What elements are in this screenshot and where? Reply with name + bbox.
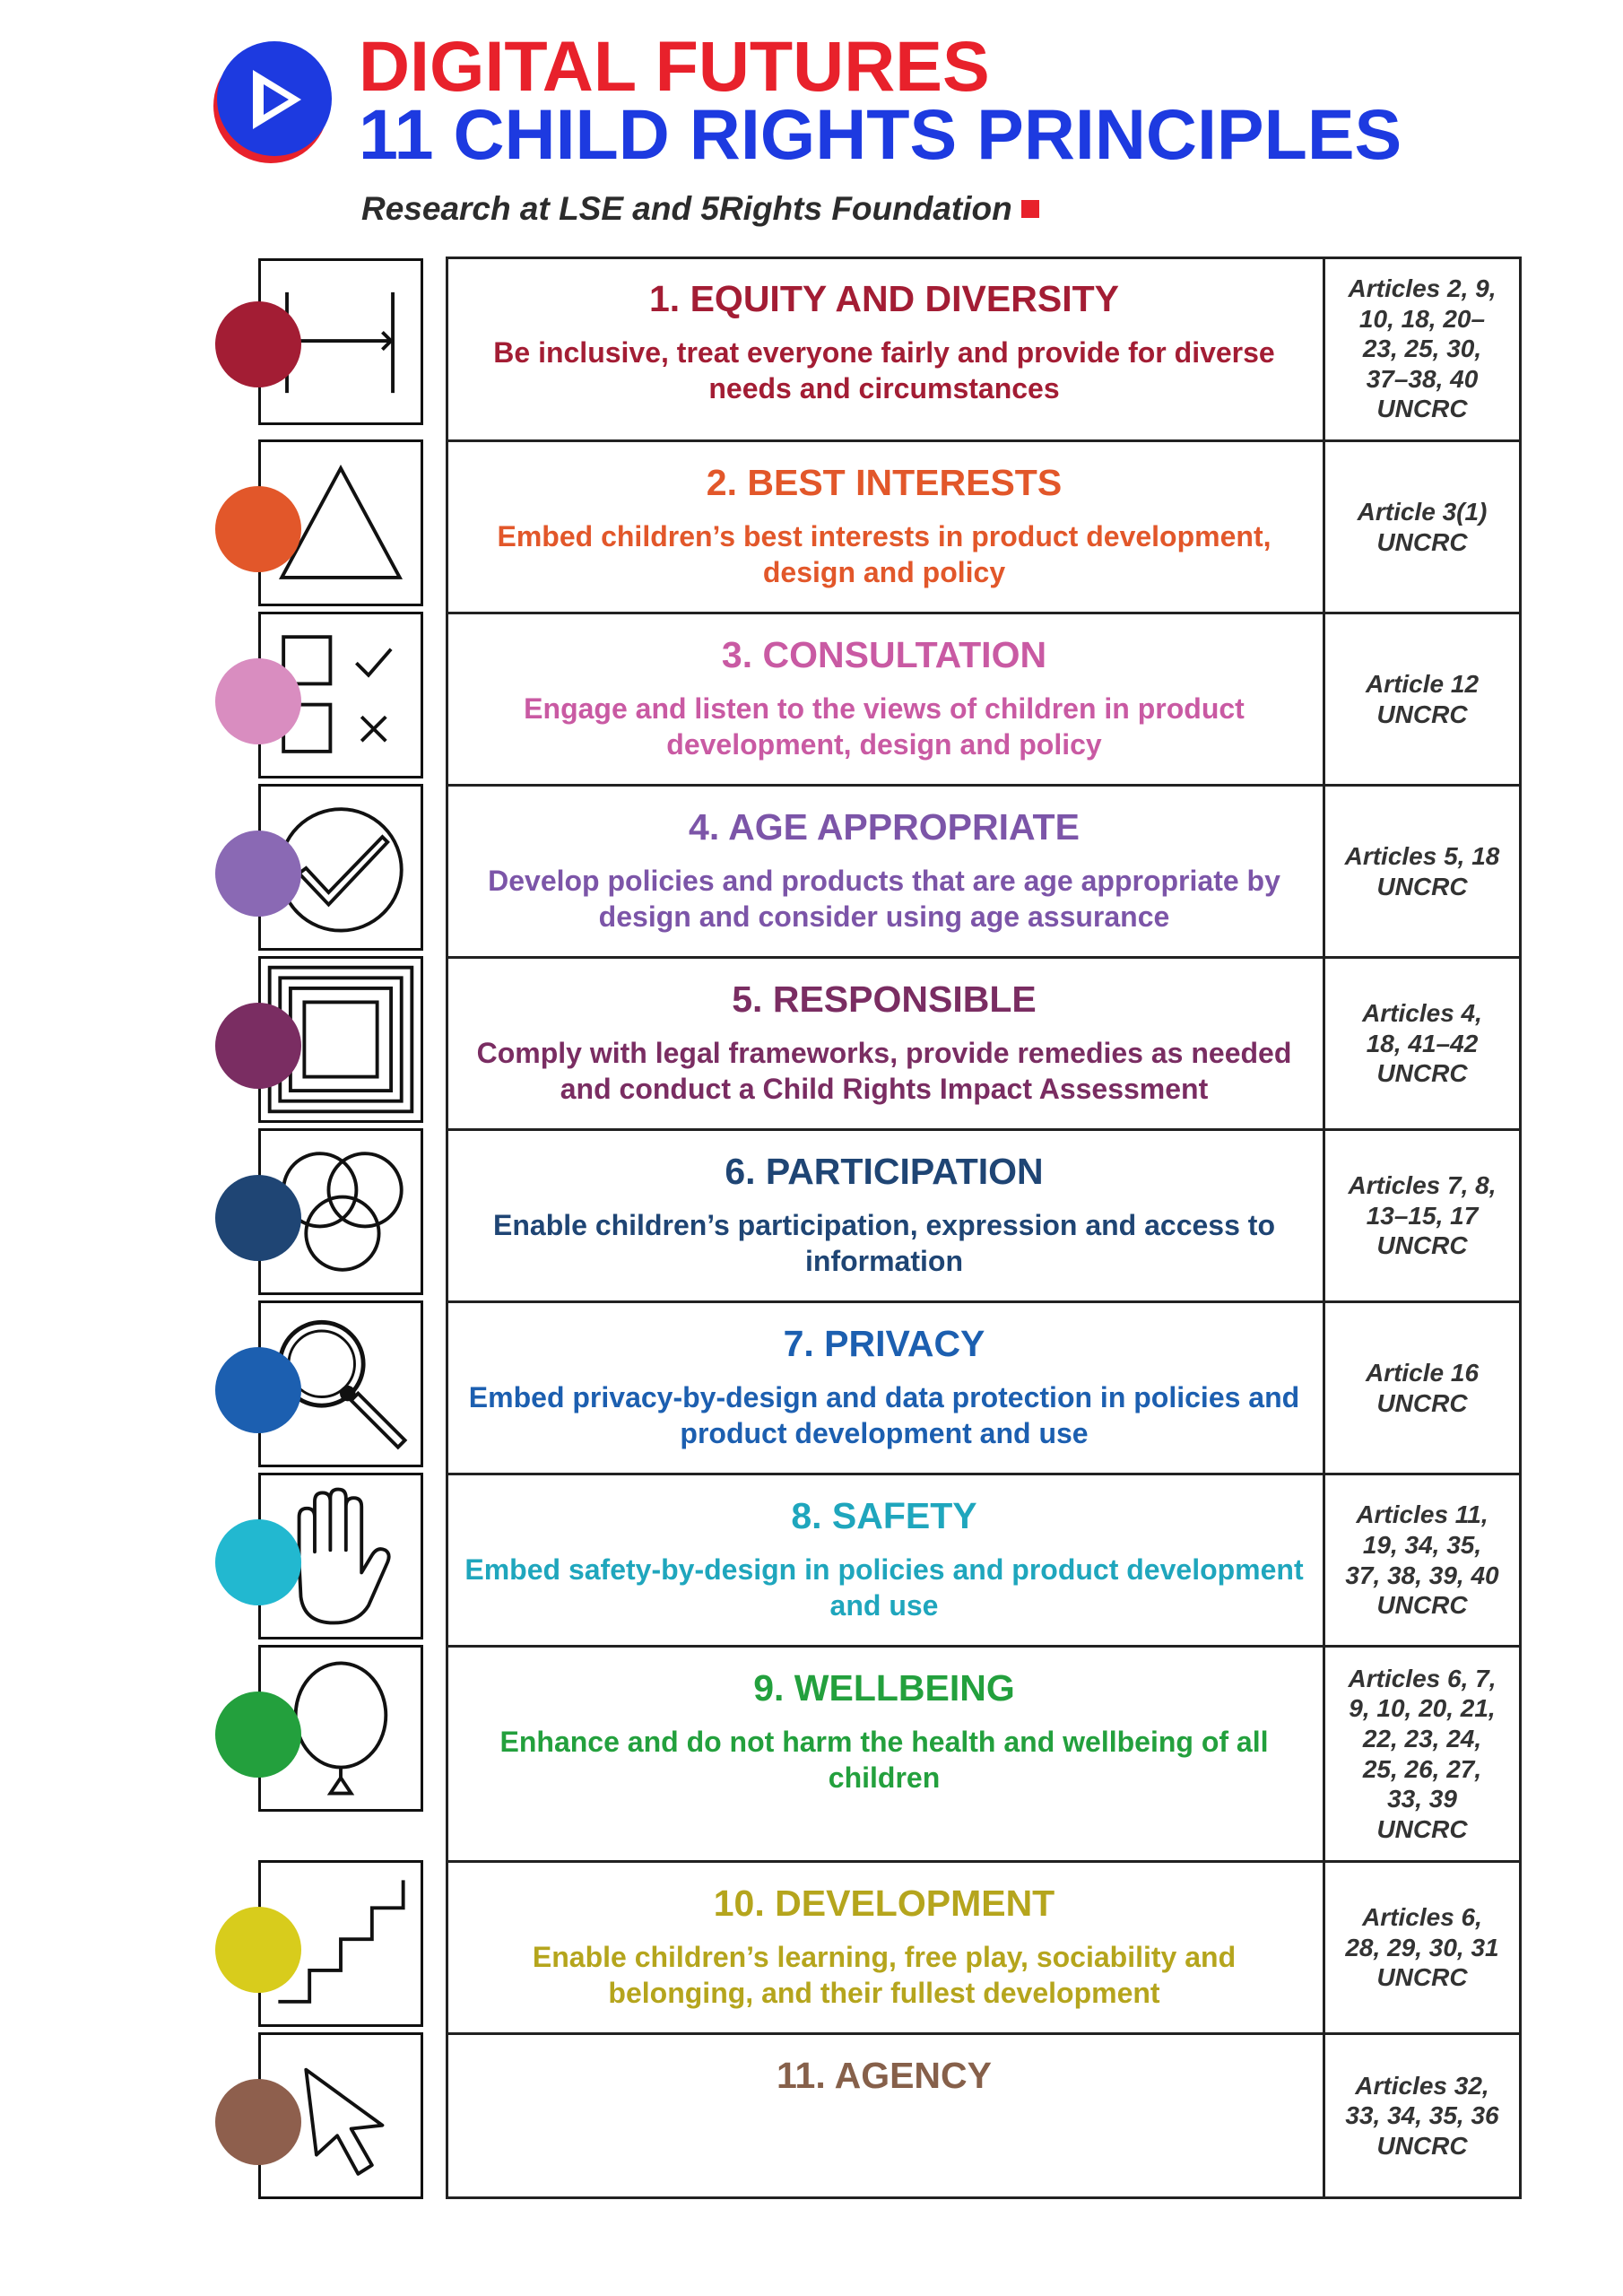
table-row [446,1131,1522,1300]
articles-text: Articles 7, 8, 13–15, 17 UNCRC [1348,1171,1497,1260]
table-row [446,1648,1522,1860]
principle-description: Embed children’s best interests in product development, design and policy [497,520,1271,589]
dot-wellbeing [215,1692,301,1778]
table-row [446,2035,1522,2196]
articles-text: Article 16 UNCRC [1365,1358,1480,1417]
articles-cell [1325,1303,1519,1473]
articles-text: Articles 4, 18, 41–42 UNCRC [1362,999,1482,1088]
principle-title: 3. CONSULTATION [721,634,1047,675]
principle-title: 9. WELLBEING [753,1667,1015,1709]
table-row [446,1863,1522,2032]
dot-responsible [215,1003,301,1089]
dot-privacy [215,1347,301,1433]
principle-title: 10. DEVELOPMENT [713,1883,1055,1924]
articles-text: Articles 11, 19, 34, 35, 37, 38, 39, 40 UNCRC [1345,1500,1499,1620]
principle-title: 7. PRIVACY [783,1323,985,1364]
articles-text: Articles 6, 7, 9, 10, 20, 21, 22, 23, 24, 25, 26, 27, 33, 39 UNCRC [1348,1664,1497,1843]
principle-cell [446,2035,1323,2196]
principle-description: Embed safety-by-design in policies and product development and use [464,1553,1304,1622]
articles-cell [1325,2035,1519,2196]
table-row [446,258,1522,439]
table-row [446,787,1522,956]
dot-best-interests [215,486,301,572]
principle-description: Be inclusive, treat everyone fairly and provide for diverse needs and circumstances [493,336,1275,405]
dot-safety [215,1519,301,1605]
brand-title: DIGITAL FUTURES [359,26,990,106]
dot-equity [215,301,301,387]
table-row [446,442,1522,612]
table-row [446,1475,1522,1645]
principle-cell [446,614,1323,784]
page-title: 11 CHILD RIGHTS PRINCIPLES [359,94,1402,174]
principle-cell [446,1131,1323,1300]
articles-cell [1325,1131,1519,1300]
play-button-icon [212,39,334,165]
articles-cell [1325,1475,1519,1645]
principle-title: 11. AGENCY [776,2055,992,2096]
principle-description: Engage and listen to the views of children in product development, design and policy [524,692,1245,761]
articles-cell [1325,1863,1519,2032]
page-subtitle [361,190,1039,228]
table-row [446,959,1522,1128]
articles-text: Articles 32, 33, 34, 35, 36 UNCRC [1345,2071,1499,2160]
table-row [446,1303,1522,1473]
subtitle-text: Research at LSE and 5Rights Foundation [361,190,1012,227]
principle-cell [446,1475,1323,1645]
principle-cell [446,1863,1323,2032]
principle-cell [446,258,1323,439]
principle-cell [446,442,1323,612]
articles-cell [1325,787,1519,956]
principle-cell [446,959,1323,1128]
red-square-icon [1021,200,1039,218]
principle-description: Comply with legal frameworks, provide remedies as needed and conduct a Child Rights Impact Assessment [476,1037,1292,1106]
articles-text: Articles 6, 28, 29, 30, 31 UNCRC [1345,1903,1499,1992]
dot-consultation [215,658,301,744]
principle-title: 1. EQUITY AND DIVERSITY [649,278,1119,319]
principle-description: Enable children’s learning, free play, sociability and belonging, and their fullest development [532,1941,1237,2010]
dot-development [215,1907,301,1993]
principle-title: 2. BEST INTERESTS [706,462,1063,503]
articles-text: Articles 5, 18 UNCRC [1344,841,1500,900]
dot-participation [215,1175,301,1261]
principle-title: 8. SAFETY [791,1495,977,1536]
dot-age-appropriate [215,831,301,917]
articles-cell [1325,258,1519,439]
articles-text: Article 3(1) UNCRC [1357,497,1488,556]
articles-cell [1325,614,1519,784]
principle-description: Embed privacy-by-design and data protection in policies and product development and use [468,1381,1300,1450]
dot-agency [215,2079,301,2165]
principle-description: Enable children’s participation, expression and access to information [493,1209,1275,1278]
principle-cell [446,1648,1323,1860]
principle-description: Develop policies and products that are age appropriate by design and consider using age assurance [488,865,1280,934]
articles-cell [1325,959,1519,1128]
principle-cell [446,787,1323,956]
principle-cell [446,1303,1323,1473]
table-row [446,614,1522,784]
articles-cell [1325,442,1519,612]
articles-text: Articles 2, 9, 10, 18, 20– 23, 25, 30, 37–38, 40 UNCRC [1348,274,1497,423]
principle-title: 4. AGE APPROPRIATE [689,806,1080,848]
principle-title: 6. PARTICIPATION [725,1151,1044,1192]
principle-title: 5. RESPONSIBLE [732,978,1037,1020]
articles-cell [1325,1648,1519,1860]
articles-text: Article 12 UNCRC [1365,669,1480,728]
principle-description: Enhance and do not harm the health and wellbeing of all children [499,1726,1269,1795]
